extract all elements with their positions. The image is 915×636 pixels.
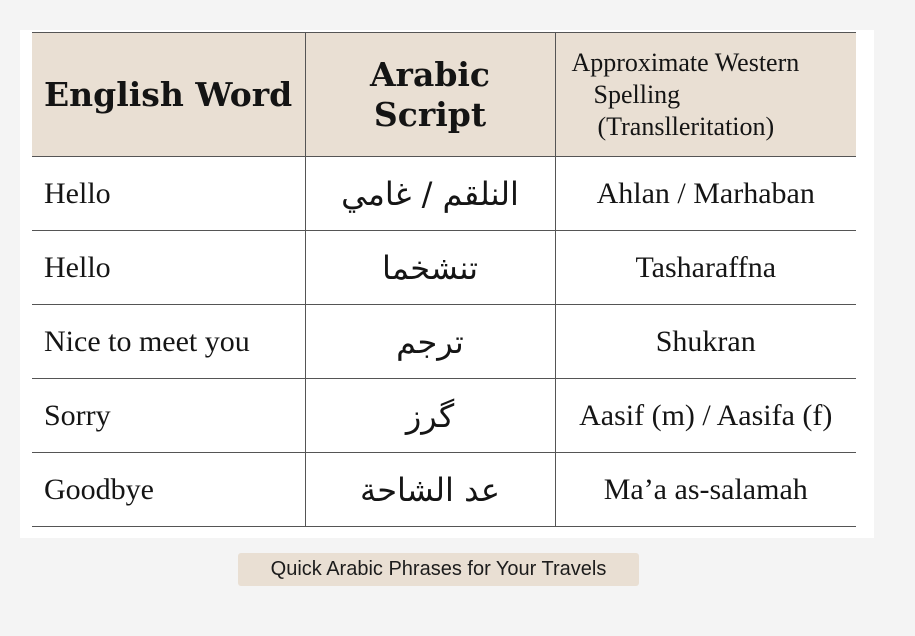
- table-row: [32, 157, 856, 231]
- table-caption: Quick Arabic Phrases for Your Travels: [238, 553, 639, 586]
- phrase-table: [32, 32, 856, 527]
- cell-transliteration: Shukran: [555, 305, 856, 379]
- header-english-word: English Word: [32, 33, 305, 157]
- header-translit-line1: Approximate Western: [571, 47, 800, 77]
- cell-arabic: النلقم / غامي: [305, 157, 555, 231]
- table-row: [32, 453, 856, 527]
- table-row: [32, 231, 856, 305]
- cell-arabic: تنشخما: [305, 231, 555, 305]
- cell-transliteration: Ma’a as-salamah: [555, 453, 856, 527]
- cell-english: Nice to meet you: [32, 305, 305, 379]
- cell-arabic: ترجم: [305, 305, 555, 379]
- table-row: [32, 305, 856, 379]
- header-transliteration: [555, 33, 856, 157]
- cell-english: Hello: [32, 157, 305, 231]
- cell-transliteration: Aasif (m) / Aasifa (f): [555, 379, 856, 453]
- cell-english: Sorry: [32, 379, 305, 453]
- cell-transliteration: Tasharaffna: [555, 231, 856, 305]
- table-header-row: [32, 33, 856, 157]
- cell-english: Goodbye: [32, 453, 305, 527]
- header-translit-line3: (Translleritation): [597, 111, 775, 141]
- header-arabic-line1: Arabic: [369, 54, 491, 94]
- cell-transliteration: Ahlan / Marhaban: [555, 157, 856, 231]
- table-row: [32, 379, 856, 453]
- cell-arabic: عد الشاحة: [305, 453, 555, 527]
- header-arabic-line2: Script: [373, 94, 487, 134]
- header-arabic-script: [305, 33, 555, 157]
- header-translit-line2: Spelling: [593, 79, 681, 109]
- phrase-table-card: [20, 30, 874, 538]
- cell-arabic: گرز: [305, 379, 555, 453]
- cell-english: Hello: [32, 231, 305, 305]
